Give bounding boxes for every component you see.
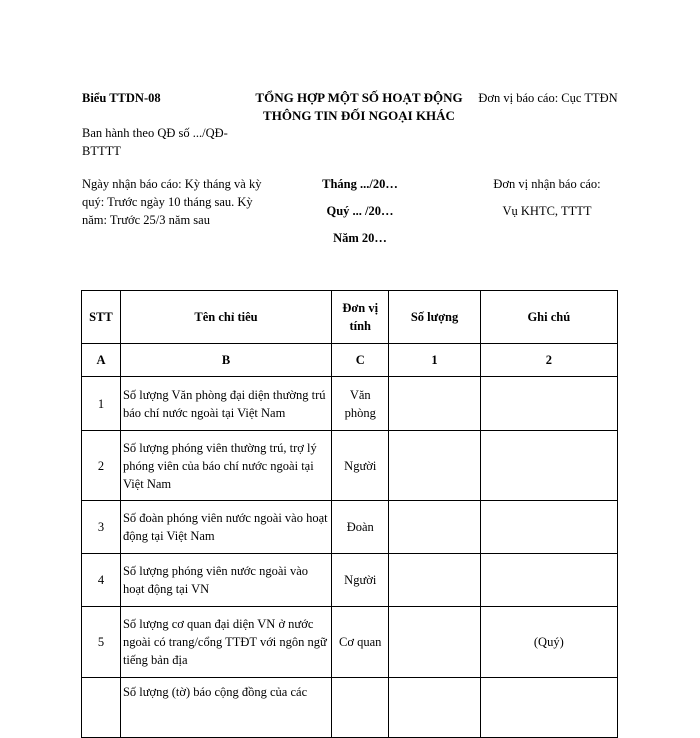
row-name: Số đoàn phóng viên nước ngoài vào hoạt động tại Việt Nam [120, 501, 331, 554]
row-unit: Người [332, 431, 389, 501]
reporting-unit: Đơn vị báo cáo: Cục TTĐN [478, 91, 618, 105]
issued-by-text: Ban hành theo QĐ số .../QĐ-BTTTT [82, 126, 228, 158]
row-name: Số lượng phóng viên thường trú, trợ lý phóng viên của báo chí nước ngoài tại Việt Nam [120, 431, 331, 501]
header-quantity: Số lượng [389, 291, 480, 344]
row-quantity-cell[interactable] [389, 554, 480, 607]
row-note-cell[interactable]: (Quý) [480, 607, 617, 678]
row-quantity-cell[interactable] [389, 377, 480, 431]
letter-2: 2 [480, 344, 617, 377]
header-stt: STT [82, 291, 121, 344]
table-row [82, 431, 618, 501]
row-note-cell[interactable] [480, 501, 617, 554]
table-row [82, 501, 618, 554]
row-stt: 2 [82, 431, 121, 501]
row-unit: Người [332, 554, 389, 607]
receiving-unit [472, 175, 622, 220]
row-note-cell[interactable] [480, 554, 617, 607]
letter-c: C [332, 344, 389, 377]
receiving-unit-value: Vụ KHTC, TTTT [502, 204, 592, 218]
row-quantity-cell[interactable] [389, 607, 480, 678]
row-unit: Đoàn [332, 501, 389, 554]
receiving-unit-label: Đơn vị nhận báo cáo: [493, 177, 601, 191]
table-row [82, 678, 618, 738]
row-note-cell[interactable] [480, 377, 617, 431]
row-stt: 5 [82, 607, 121, 678]
table-header-row [82, 291, 618, 344]
letter-1: 1 [389, 344, 480, 377]
header-note: Ghi chú [480, 291, 617, 344]
header-unit: Đơn vị tính [332, 291, 389, 344]
row-stt [82, 678, 121, 738]
period-quarter: Quý ... /20… [326, 204, 394, 218]
header-name: Tên chỉ tiêu [120, 291, 331, 344]
report-title: TỔNG HỢP MỘT SỐ HOẠT ĐỘNG THÔNG TIN ĐỐI NGOẠI KHÁC [255, 90, 463, 123]
table-letter-row [82, 344, 618, 377]
table-row [82, 554, 618, 607]
table-row [82, 377, 618, 431]
row-name: Số lượng (tờ) báo cộng đồng của các [120, 678, 331, 738]
form-code: Biểu TTDN-08 [82, 91, 161, 105]
row-note-cell[interactable] [480, 678, 617, 738]
row-unit: Văn phòng [332, 377, 389, 431]
letter-a: A [82, 344, 121, 377]
row-quantity-cell[interactable] [389, 431, 480, 501]
row-name: Số lượng Văn phòng đại diện thường trú báo chí nước ngoài tại Việt Nam [120, 377, 331, 431]
row-stt: 3 [82, 501, 121, 554]
letter-b: B [120, 344, 331, 377]
report-period [280, 175, 440, 256]
period-month: Tháng .../20… [322, 177, 398, 191]
row-note-cell[interactable] [480, 431, 617, 501]
row-quantity-cell[interactable] [389, 678, 480, 738]
receive-date-text: Ngày nhận báo cáo: Kỳ tháng và kỳ quý: Trước ngày 10 tháng sau. Kỳ năm: Trước 25/3 năm sau [82, 177, 262, 227]
row-quantity-cell[interactable] [389, 501, 480, 554]
report-table [81, 290, 618, 738]
row-stt: 4 [82, 554, 121, 607]
period-year: Năm 20… [333, 231, 387, 245]
row-name: Số lượng cơ quan đại diện VN ở nước ngoài có trang/cổng TTĐT với ngôn ngữ tiếng bản địa [120, 607, 331, 678]
table-row [82, 607, 618, 678]
row-unit: Cơ quan [332, 607, 389, 678]
row-name: Số lượng phóng viên nước ngoài vào hoạt động tại VN [120, 554, 331, 607]
row-stt: 1 [82, 377, 121, 431]
row-unit [332, 678, 389, 738]
